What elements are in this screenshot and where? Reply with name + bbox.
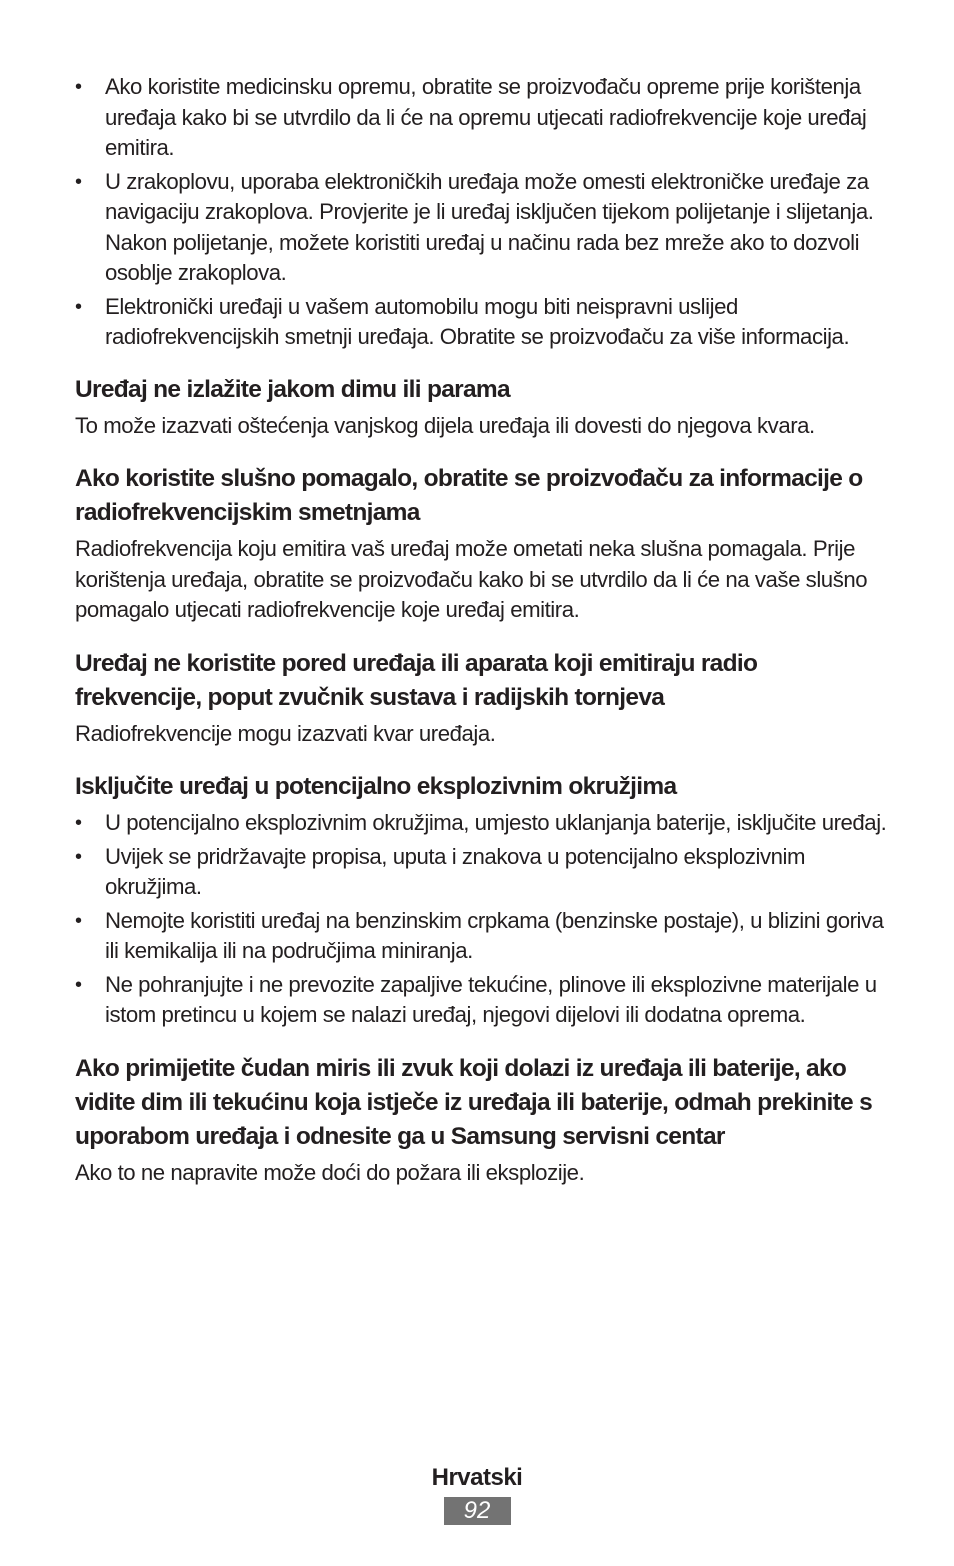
section-heading: Isključite uređaj u potencijalno eksplozivnim okružjima <box>75 773 677 800</box>
list-item-text: Ne pohranjujte i ne prevozite zapaljive tekućine, plinove ili eksplozivne materijale u istom pretincu u kojem se nalazi uređaj, njegovi dijelovi ili dodatna oprema. <box>105 971 877 1027</box>
list-item <box>75 842 887 903</box>
list-item-text: Elektronički uređaji u vašem automobilu mogu biti neispravni uslijed radiofrekvencijskih smetnji uređaja. Obratite se proizvođaču za više informacija. <box>105 293 850 349</box>
section-smell-smoke-warning <box>75 1052 887 1189</box>
section-smoke-vapor <box>75 373 887 442</box>
intro-bullet-list <box>75 72 887 353</box>
bullet-icon: • <box>75 295 82 318</box>
bullet-icon: • <box>75 812 82 834</box>
bullet-icon: • <box>75 170 82 193</box>
list-item-text: U zrakoplovu, uporaba elektroničkih uređaja može omesti elektroničke uređaje za navigaciju zrakoplova. Provjerite je li uređaj isključen tijekom polijetanje i slijetanja. Nakon polijetanje, možete koristiti uređaj u načinu rada bez mreže ako to dozvoli osoblje zrakoplova. <box>105 168 874 285</box>
section-body: Radiofrekvencija koju emitira vaš uređaj može ometati neka slušna pomagala. Prije korištenja uređaja, obratite se proizvođaču kako bi se utvrdilo da li će na vaše slušno pomagalo utjecati radiofrekvencije koje uređaj emitira. <box>75 536 868 622</box>
list-item <box>75 167 887 289</box>
list-item-text: U potencijalno eksplozivnim okružjima, umjesto uklanjanja baterije, isključite uređaj. <box>105 810 887 835</box>
section-body: Radiofrekvencije mogu izazvati kvar uređaja. <box>75 720 496 746</box>
bullet-icon: • <box>75 76 82 98</box>
section-body: Ako to ne napravite može doći do požara ili eksplozije. <box>75 1159 585 1185</box>
list-item-text: Nemojte koristiti uređaj na benzinskim crpkama (benzinske postaje), u blizini goriva ili kemikalija ili na područjima miniranja. <box>105 907 884 963</box>
list-item <box>75 906 887 967</box>
list-item <box>75 72 887 164</box>
list-item-text: Uvijek se pridržavajte propisa, uputa i znakova u potencijalno eksplozivnim okružjima. <box>105 843 806 899</box>
page-content <box>75 72 887 1188</box>
section-hearing-aid <box>75 462 887 626</box>
section-heading: Uređaj ne izlažite jakom dimu ili parama <box>75 375 510 403</box>
footer-language: Hrvatski <box>431 1464 523 1491</box>
bullet-icon: • <box>75 845 82 868</box>
explosive-bullet-list <box>75 808 887 1031</box>
bullet-icon: • <box>75 909 82 932</box>
page-number: 92 <box>444 1497 511 1525</box>
section-heading: Uređaj ne koristite pored uređaja ili aparata koji emitiraju radio frekvencije, poput zvučnik sustava i radijskih tornjeva <box>75 649 758 711</box>
section-radio-emitters <box>75 647 887 750</box>
bullet-icon: • <box>75 973 82 996</box>
list-item <box>75 292 887 353</box>
list-item-text: Ako koristite medicinsku opremu, obratite se proizvođaču opreme prije korištenja uređaja kako bi se utvrdilo da li će na opremu utjecati radiofrekvencije koje uređaj emitira. <box>105 74 867 160</box>
list-item <box>75 970 887 1031</box>
list-item <box>75 808 887 839</box>
page-footer <box>0 1464 954 1525</box>
section-body: To može izazvati oštećenja vanjskog dijela uređaja ili dovesti do njegova kvara. <box>75 412 815 438</box>
section-heading: Ako primijetite čudan miris ili zvuk koji dolazi iz uređaja ili baterije, ako vidite dim ili tekućinu koja istječe iz uređaja ili baterije, odmah prekinite s uporabom uređaja i odnesite ga u Samsung servisni centar <box>75 1054 873 1150</box>
section-explosive-areas <box>75 770 887 1031</box>
section-heading: Ako koristite slušno pomagalo, obratite se proizvođaču za informacije o radiofrekvencijskim smetnjama <box>75 465 863 526</box>
